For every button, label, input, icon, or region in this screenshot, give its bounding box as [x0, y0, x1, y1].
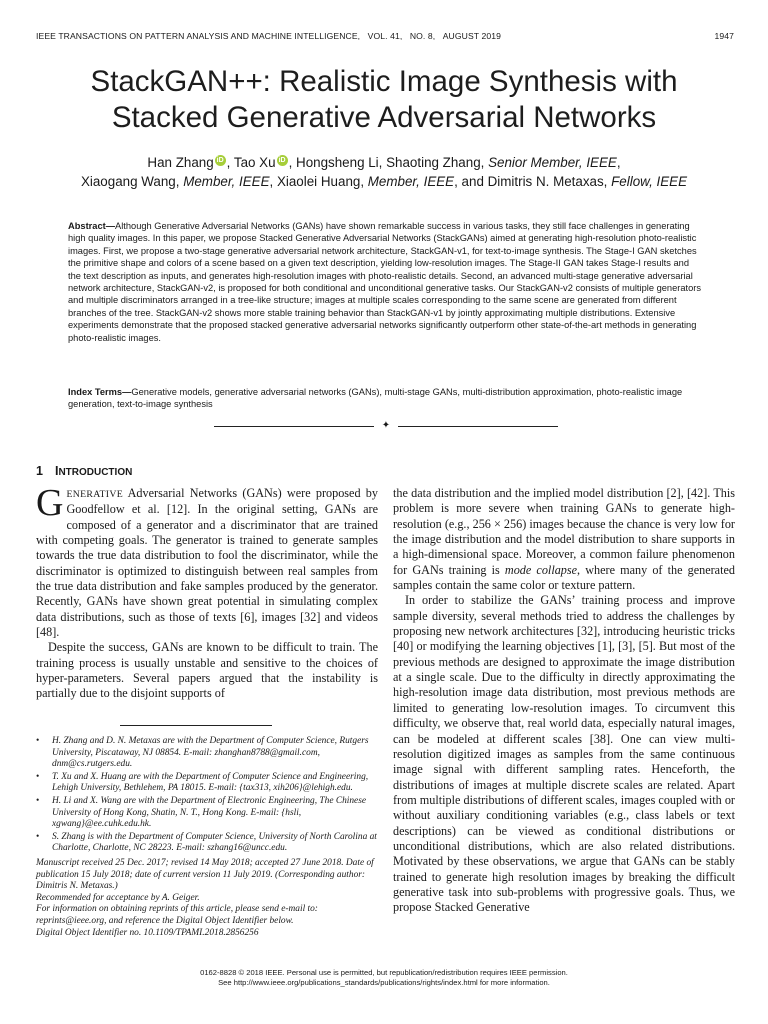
- diamond-icon: ✦: [381, 420, 391, 431]
- author-name: Han Zhang: [147, 155, 214, 170]
- footnote-rule: [120, 725, 272, 726]
- recommended-by: Recommended for acceptance by A. Geiger.: [36, 892, 200, 903]
- bullet-icon: •: [36, 771, 40, 782]
- small-caps-word: ENERATIVE: [66, 489, 124, 500]
- divider-line-right: [398, 426, 558, 427]
- paragraph: the data distribution and the implied model distribution [2], [42]. This problem is more severe when training GANs to generate high-resolution (e.g., 256 × 256) images because the chance is very low for the image distribution and the model distribution to share supports in a high-dimensional space. Moreover, a common failure phenomenon for GANs training is mode collapse, where many of the generated samples contain the same color or texture pattern.: [393, 486, 735, 593]
- drop-cap: G: [36, 482, 64, 524]
- author-line-2: Xiaogang Wang, Member, IEEE, Xiaolei Huang, Member, IEEE, and Dimitris N. Metaxas, Fellow, IEEE: [80, 174, 688, 189]
- affiliation-note: • T. Xu and X. Huang are with the Department of Computer Science and Engineering, Lehigh University, Bethlehem, PA 18015. E-mail: {tax313, xih206}@lehigh.edu.: [36, 771, 369, 794]
- member-title: Member, IEEE: [183, 174, 270, 189]
- bullet-icon: •: [36, 736, 40, 746]
- right-column: [393, 486, 735, 916]
- copyright-line-2: See http://www.ieee.org/publications_standards/publications/rights/index.html for more information.: [218, 978, 550, 987]
- bullet-icon: •: [36, 831, 40, 842]
- section-title-initial: I: [54, 464, 59, 478]
- reprints-note: For information on obtaining reprints of this article, please send e-mail to: reprints@ieee.org, and reference the Digital Object Identifier below.: [36, 904, 318, 926]
- section-number: 1: [36, 464, 43, 478]
- paragraph: GENERATIVE Adversarial Networks (GANs) were proposed by Goodfellow et al. [12]. In the original setting, GANs are composed of a generator and a discriminator that are trained with competing goals. The generator is trained to generate samples towards the true data distribution to fool the discriminator, while the discriminator is optimized to distinguish between real samples from the true data distribution and fake samples produced by the generator. Recently, GANs have shown great potential in simulating complex data distributions, such as those of texts [6], images [32] and videos [48].: [36, 482, 378, 640]
- member-title: Member, IEEE: [367, 174, 455, 189]
- section-title-rest: NTRODUCTION: [58, 467, 133, 478]
- member-title: Fellow, IEEE: [611, 174, 688, 189]
- doi: Digital Object Identifier no. 10.1109/TPAMI.2018.2856256: [36, 927, 259, 938]
- author-line-1: Han Zhang iD , Tao Xu iD , Hongsheng Li, Shaoting Zhang, Senior Member, IEEE,: [147, 155, 621, 170]
- left-column: [36, 482, 378, 702]
- title-line-1: StackGAN++: Realistic Image Synthesis with: [90, 65, 678, 98]
- paragraph: Despite the success, GANs are known to be difficult to train. The training process is usually unstable and sensitive to the choices of hyper-parameters. Several papers argued that the instability is partially due to the disjoint supports of: [36, 640, 378, 701]
- journal-name: IEEE TRANSACTIONS ON PATTERN ANALYSIS AND MACHINE INTELLIGENCE, VOL. 41, NO. 8, AUGUST 2019: [36, 31, 501, 41]
- abstract: [68, 220, 704, 344]
- copyright-footer: [20, 968, 748, 988]
- manuscript-history: Manuscript received 25 Dec. 2017; revised 14 May 2018; accepted 27 June 2018. Date of publication 15 July 2018; date of current version 11 July 2019. (Corresponding author: Dimitris N. Metaxas.): [36, 857, 374, 892]
- affiliation-note: • S. Zhang is with the Department of Computer Science, University of North Carolina at Charlotte, Charlotte, NC 28223. E-mail: szhang16@uncc.edu.: [36, 831, 377, 854]
- author-name: Tao Xu: [233, 155, 276, 170]
- index-terms-label: Index Terms—: [68, 387, 132, 397]
- title-line-2: Stacked Generative Adversarial Networks: [111, 101, 657, 134]
- page-number: 1947: [714, 31, 734, 41]
- index-terms: [68, 386, 704, 411]
- paragraph: In order to stabilize the GANs’ training process and improve sample diversity, several methods tried to address the challenges by proposing new network architectures [32], introducing heuristic tricks [40] or modifying the learning objectives [1], [3], [5]. But most of the previous methods are designed to approximate the image distribution at a single scale. Due to the difficulty in directly approximating the high-resolution image data distribution, most previous methods are limited to generating low-resolution images. To circumvent this difficulty, we observe that, real world data, especially natural images, can be modeled at different scales [38]. One can view multi-resolution digitized images as samples from the same continuous image signal with different sampling rates. Henceforth, the distributions of images at multiple discrete scales are related. Apart from multiple distributions of different scales, images coupled with or without auxiliary conditioning variables (e.g., class labels or text descriptions) can be viewed as conditional distributions or unconditional distributions, which are also related distributions. Motivated by these observations, we argue that GANs can be stably trained to generate high resolution images by breaking the difficult generative task into sub-problems with progressive goals. Thus, we propose Stacked Generative: [393, 593, 735, 915]
- abstract-label: Abstract—: [68, 221, 116, 231]
- affiliation-note: • H. Li and X. Wang are with the Department of Electronic Engineering, The Chinese University of Hong Kong, Shatin, N. T., Hong Kong. E-mail: {hsli, xgwang}@ee.cuhk.edu.hk.: [36, 795, 367, 830]
- paper-title: [20, 64, 748, 136]
- author-list: [20, 153, 748, 191]
- divider-line-left: [214, 426, 374, 427]
- bullet-icon: •: [36, 795, 40, 806]
- running-head: [36, 31, 734, 45]
- emphasis: mode collapse: [504, 562, 578, 577]
- abstract-text: Although Generative Adversarial Networks (GANs) have shown remarkable success in various tasks, they still face challenges in generating high quality images. In this paper, we propose Stacked Generative Adversarial Networks (StackGANs) aimed at generating high-resolution photo-realistic images. First, we propose a two-stage generative adversarial network architecture, StackGAN-v1, for text-to-image synthesis. The Stage-I GAN sketches the primitive shape and colors of a scene based on a given text description, yielding low-resolution images. The Stage-II GAN takes Stage-I results and the text description as inputs, and generates high-resolution images with photo-realistic details. Second, an advanced multi-stage generative adversarial network architecture, StackGAN-v2, is proposed for both conditional and unconditional generative tasks. Our StackGAN-v2 consists of multiple generators and multiple discriminators arranged in a tree-like structure; images at multiple scales corresponding to the same scene are generated from different branches of the tree. StackGAN-v2 shows more stable training behavior than StackGAN-v1 by jointly approximating multiple distributions. Extensive experiments demonstrate that the proposed stacked generative adversarial networks significantly outperform other state-of-the-art methods in generating photo-realistic images.: [68, 221, 702, 343]
- member-title: Senior Member, IEEE: [488, 155, 617, 170]
- section-heading: [36, 464, 132, 478]
- index-terms-text: Generative models, generative adversarial networks (GANs), multi-stage GANs, multi-distribution approximation, photo-realistic image generation, text-to-image synthesis: [68, 387, 683, 410]
- affiliation-note: • H. Zhang and D. N. Metaxas are with the Department of Computer Science, Rutgers University, Piscataway, NJ 08854. E-mail: zhanghan8788@gmail.com, dnm@cs.rutgers.edu.: [36, 736, 369, 770]
- orcid-icon[interactable]: iD: [278, 157, 286, 164]
- footnotes: [36, 736, 378, 939]
- copyright-line-1: 0162-8828 © 2018 IEEE. Personal use is permitted, but republication/redistribution requires IEEE permission.: [200, 968, 568, 977]
- orcid-icon[interactable]: iD: [216, 157, 224, 164]
- section-divider: [214, 421, 558, 431]
